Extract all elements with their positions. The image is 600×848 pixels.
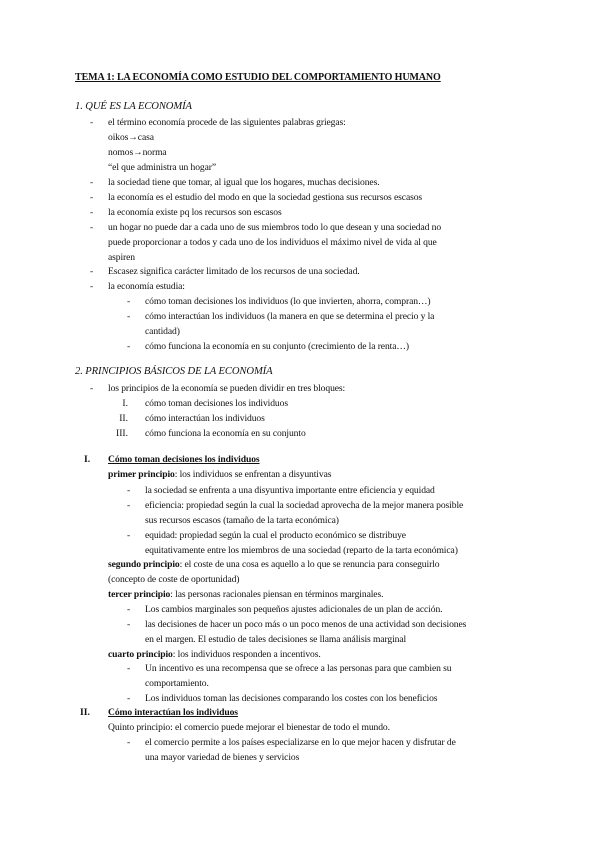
sub-list-item: cómo funciona la economía en su conjunto (crecimiento de la renta…)	[145, 341, 409, 352]
bullet-dash: -	[90, 192, 94, 203]
document-title: TEMA 1: LA ECONOMÍA COMO ESTUDIO DEL COMPORTAMIENTO HUMANO	[75, 72, 441, 83]
bullet-dash: -	[127, 604, 131, 615]
roman-numeral: I.	[122, 398, 128, 409]
principle-3	[108, 589, 383, 601]
sub-list-item: la sociedad se enfrenta a una disyuntiva importante entre eficiencia y equidad	[145, 485, 435, 496]
principle-label: primer principio	[108, 469, 175, 480]
list-item: cómo funciona la economía en su conjunto	[145, 428, 306, 439]
bullet-dash: -	[127, 619, 131, 630]
sub-list-item: Los individuos toman las decisiones comparando los costes con los beneficios	[145, 693, 438, 704]
sub-list-item: en el margen. El estudio de tales decisiones se llama análisis marginal	[145, 634, 407, 645]
principle-text: : el coste de una cosa es aquello a lo que se renuncia para conseguirlo	[179, 559, 440, 570]
principle-4	[108, 649, 321, 661]
list-item: Escasez significa carácter limitado de los recursos de una sociedad.	[108, 266, 360, 277]
section-1-heading: 1. QUÉ ES LA ECONOMÍA	[75, 101, 192, 112]
list-item: el término economía procede de las siguientes palabras griegas:	[108, 117, 346, 128]
list-item: puede proporcionar a todos y cada uno de los individuos el máximo nivel de vida al que	[108, 237, 437, 248]
sub-list-item: el comercio permite a los países especializarse en lo que mejor hacen y disfrutar de	[145, 737, 456, 748]
principle-label: segundo principio	[108, 559, 180, 570]
bullet-dash: -	[127, 341, 131, 352]
principle-label: cuarto principio	[108, 649, 173, 660]
bullet-dash: -	[90, 281, 94, 292]
list-item: “el que administra un hogar”	[108, 162, 217, 173]
bullet-dash: -	[90, 207, 94, 218]
list-item: un hogar no puede dar a cada uno de sus miembros todo lo que desean y una sociedad no	[108, 222, 442, 233]
sub-list-item: cómo interactúan los individuos (la manera en que se determina el precio y la	[145, 311, 435, 322]
list-item: la economía estudia:	[108, 281, 185, 292]
roman-numeral: II.	[119, 413, 128, 424]
principle-5: Quinto principio: el comercio puede mejorar el bienestar de todo el mundo.	[108, 722, 390, 733]
roman-numeral: I.	[84, 454, 91, 465]
bullet-dash: -	[90, 383, 94, 394]
principle-2-continuation: (concepto de coste de oportunidad)	[108, 574, 240, 585]
sub-list-item: una mayor variedad de bienes y servicios	[145, 752, 300, 763]
bullet-dash: -	[90, 266, 94, 277]
roman-numeral: II.	[80, 707, 90, 718]
bullet-dash: -	[127, 737, 131, 748]
principle-text: : los individuos responden a incentivos.	[172, 649, 321, 660]
bullet-dash: -	[127, 485, 131, 496]
bullet-dash: -	[127, 311, 131, 322]
sub-list-item: cómo toman decisiones los individuos (lo que invierten, ahorra, compran…)	[145, 296, 431, 307]
principle-text: : las personas racionales piensan en términos marginales.	[170, 589, 384, 600]
sub-list-item: Los cambios marginales son pequeños ajustes adicionales de un plan de acción.	[145, 604, 443, 615]
list-item: cómo toman decisiones los individuos	[145, 398, 288, 409]
list-item: la sociedad tiene que tomar, al igual que los hogares, muchas decisiones.	[108, 177, 380, 188]
block-2-heading: Cómo interactúan los individuos	[108, 707, 238, 718]
sub-list-item: las decisiones de hacer un poco más o un poco menos de una actividad son decisiones	[145, 619, 467, 630]
list-item: nomos→norma	[108, 147, 167, 158]
principle-label: tercer principio	[108, 589, 171, 600]
sub-list-item: Un incentivo es una recompensa que se ofrece a las personas para que cambien su	[145, 663, 452, 674]
list-item: aspiren	[108, 252, 136, 263]
principle-text: : los individuos se enfrentan a disyuntivas	[174, 469, 332, 480]
list-item: cómo interactúan los individuos	[145, 413, 265, 424]
bullet-dash: -	[90, 222, 94, 233]
section-2-heading: 2. PRINCIPIOS BÁSICOS DE LA ECONOMÍA	[75, 366, 273, 377]
list-item: los principios de la economía se pueden dividir en tres bloques:	[108, 383, 346, 394]
block-1-heading: Cómo toman decisiones los individuos	[108, 454, 260, 465]
sub-list-item: cantidad)	[145, 326, 180, 337]
bullet-dash: -	[127, 500, 131, 511]
sub-list-item: equitativamente entre los miembros de una sociedad (reparto de la tarta económica)	[145, 545, 458, 556]
sub-list-item: sus recursos escasos (tamaño de la tarta económica)	[145, 515, 339, 526]
bullet-dash: -	[90, 177, 94, 188]
bullet-dash: -	[127, 296, 131, 307]
bullet-dash: -	[127, 663, 131, 674]
list-item: la economía existe pq los recursos son escasos	[108, 207, 282, 218]
roman-numeral: III.	[116, 428, 128, 439]
list-item: la economía es el estudio del modo en que la sociedad gestiona sus recursos escasos	[108, 192, 423, 203]
sub-list-item: eficiencia: propiedad según la cual la sociedad aprovecha de la mejor manera posible	[145, 500, 464, 511]
sub-list-item: comportamiento.	[145, 678, 209, 689]
bullet-dash: -	[90, 117, 94, 128]
list-item: oikos→casa	[108, 132, 154, 143]
principle-1	[108, 469, 331, 481]
sub-list-item: equidad: propiedad según la cual el producto económico se distribuye	[145, 530, 406, 541]
bullet-dash: -	[127, 530, 131, 541]
principle-2	[108, 559, 439, 571]
bullet-dash: -	[127, 693, 131, 704]
